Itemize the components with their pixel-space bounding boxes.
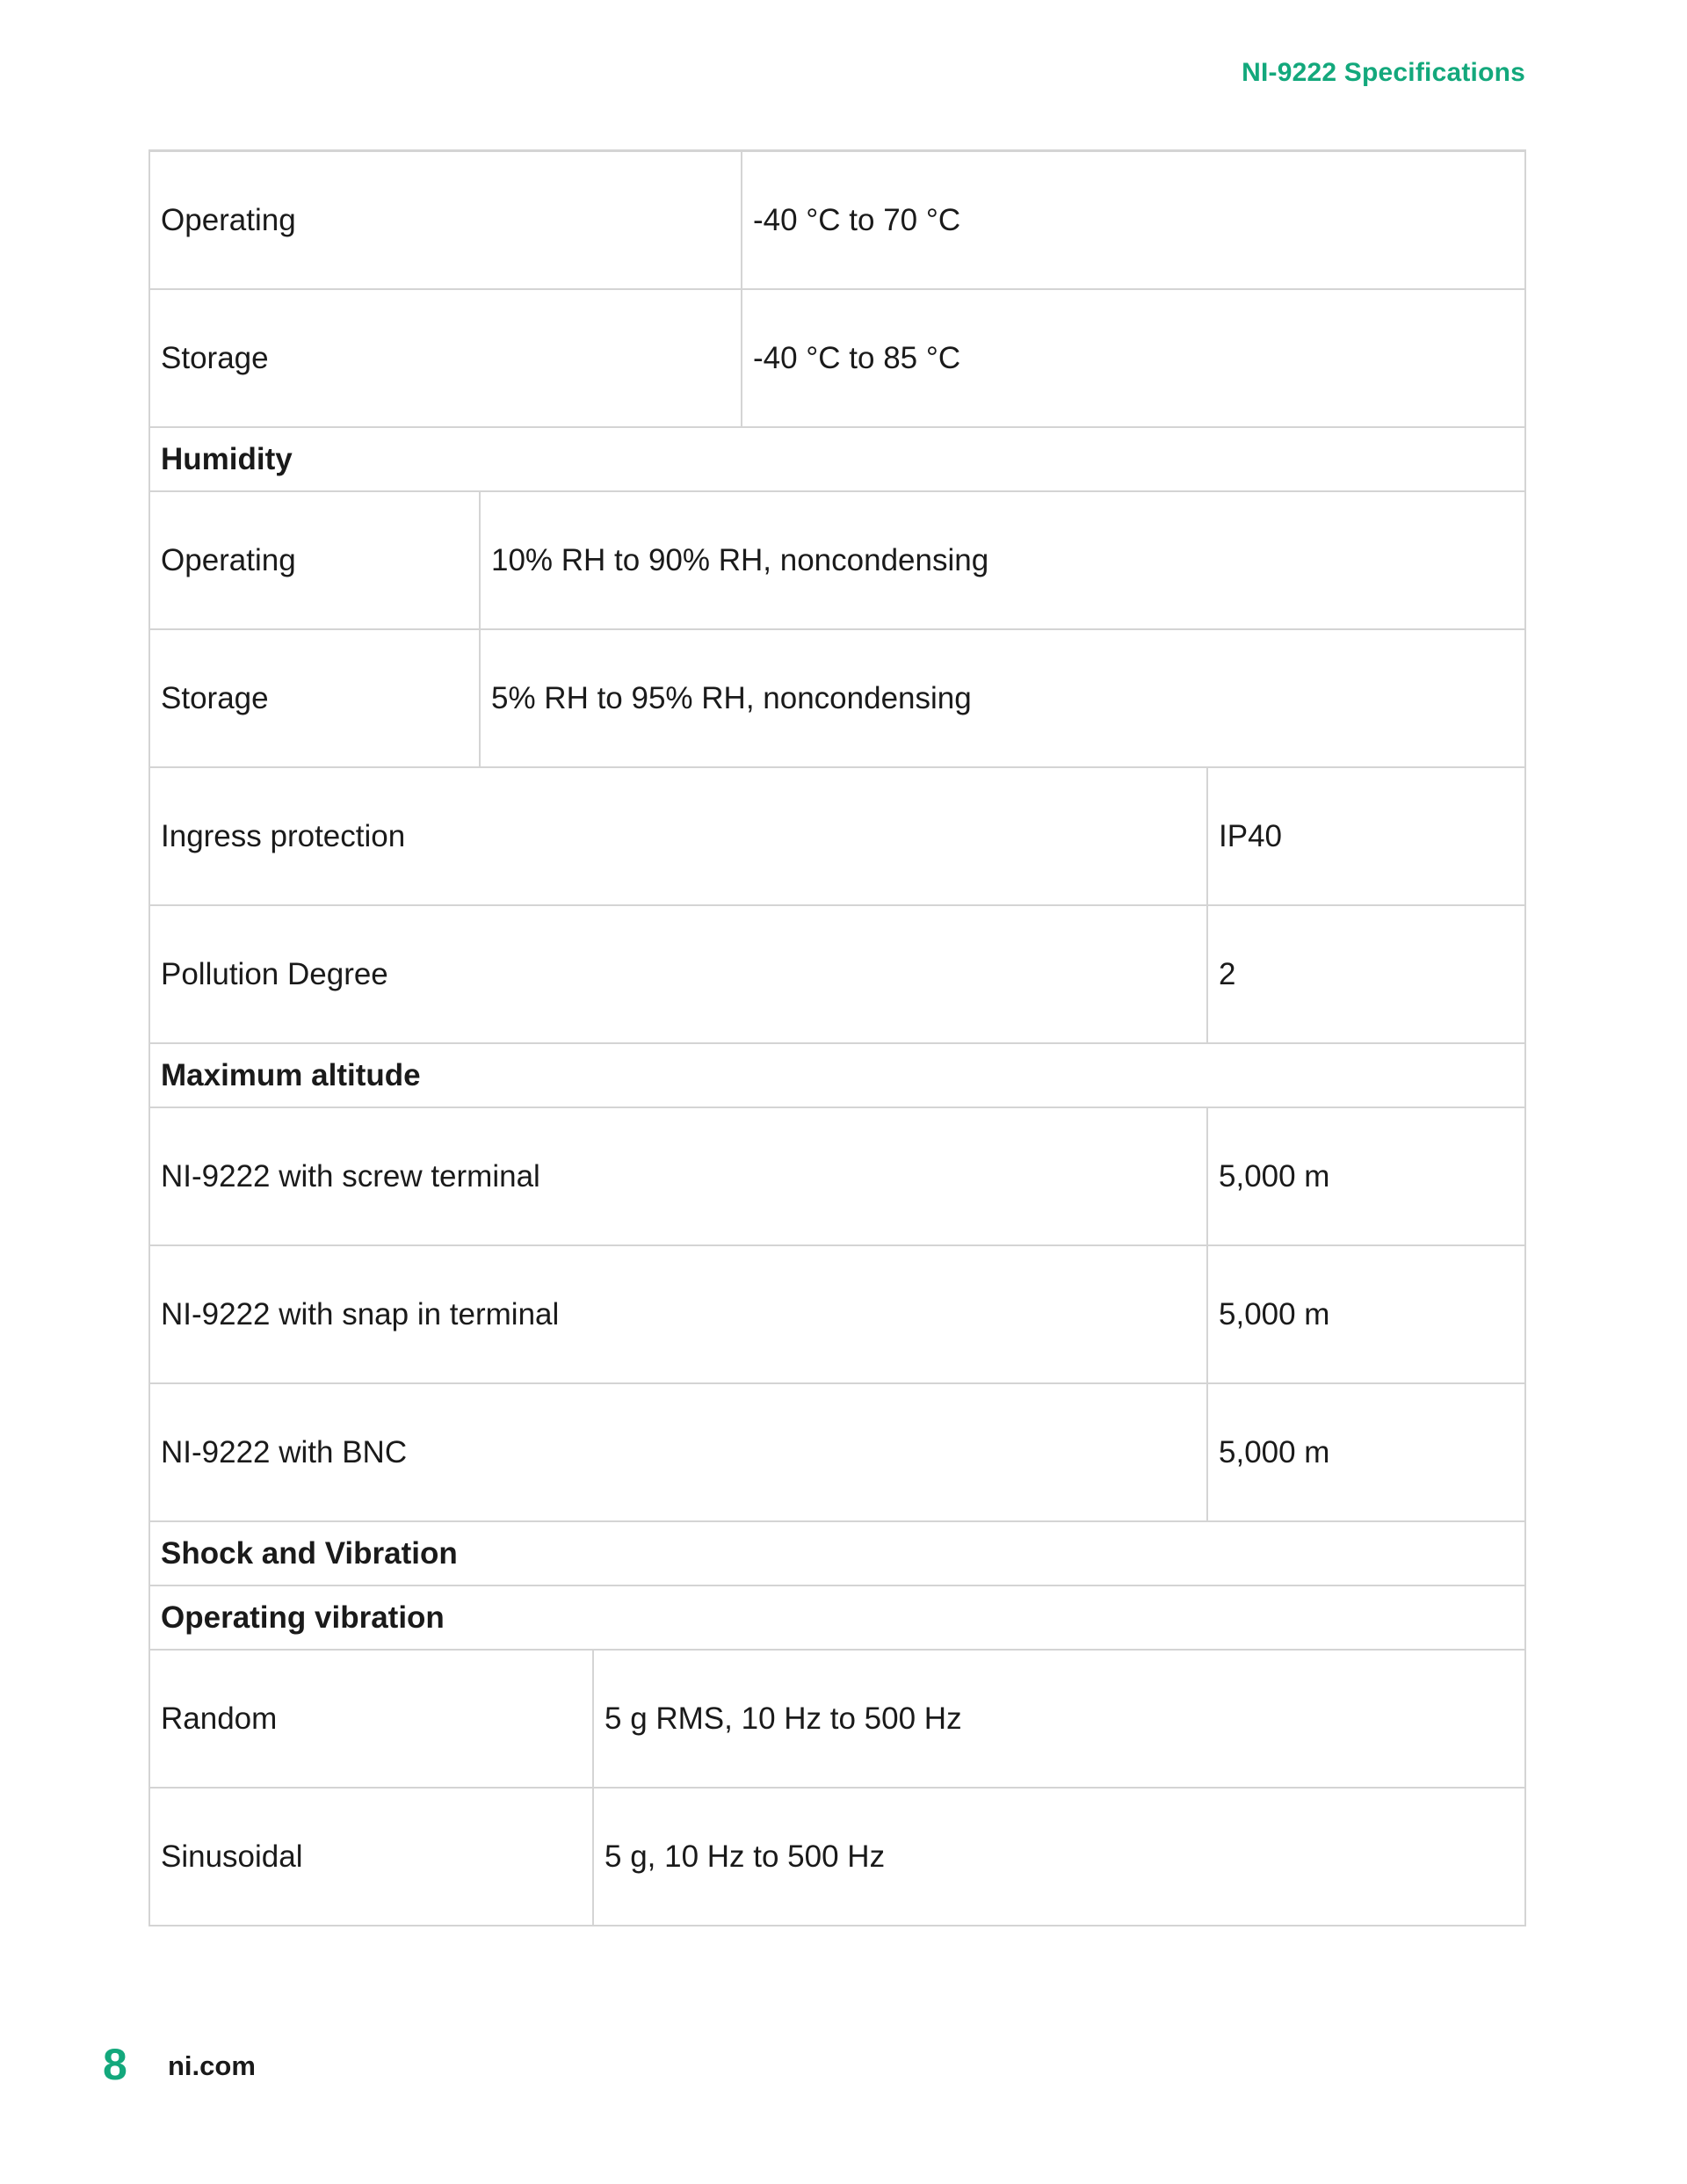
row-label: Random [150, 1651, 594, 1787]
row-value: 5 g, 10 Hz to 500 Hz [605, 1839, 886, 1874]
table-row-pollution-degree [150, 906, 1524, 1044]
section-subheading: Operating vibration [161, 1600, 445, 1635]
row-value: 5% RH to 95% RH, noncondensing [491, 680, 972, 715]
row-label: Storage [150, 290, 742, 426]
row-label: Operating [150, 152, 742, 288]
table-row-humidity-storage [150, 630, 1524, 768]
table-row-altitude-snap-terminal [150, 1246, 1524, 1384]
section-heading: Shock and Vibration [161, 1535, 458, 1571]
row-label: Ingress protection [150, 768, 1208, 904]
row-value: 5,000 m [1219, 1296, 1330, 1331]
row-value: 5,000 m [1219, 1434, 1330, 1469]
row-label: Operating [150, 492, 481, 628]
table-row-temperature-operating [150, 152, 1524, 290]
row-value: 5 g RMS, 10 Hz to 500 Hz [605, 1701, 962, 1736]
table-row-altitude-bnc [150, 1384, 1524, 1522]
row-label: NI-9222 with snap in terminal [150, 1246, 1208, 1382]
row-label: Sinusoidal [150, 1789, 594, 1925]
footer-page-number: 8 [103, 2040, 127, 2089]
row-label: NI-9222 with BNC [150, 1384, 1208, 1520]
section-heading-maximum-altitude [150, 1044, 1524, 1108]
row-value: 5,000 m [1219, 1158, 1330, 1194]
section-heading-shock-vibration [150, 1522, 1524, 1586]
section-heading: Maximum altitude [161, 1057, 421, 1092]
table-row-ingress-protection [150, 768, 1524, 906]
section-subheading-operating-vibration [150, 1586, 1524, 1651]
row-value: IP40 [1219, 818, 1282, 853]
footer-site-link[interactable]: ni.com [168, 2050, 256, 2081]
table-row-vibration-sinusoidal [150, 1789, 1524, 1926]
row-label: Storage [150, 630, 481, 766]
row-value: -40 °C to 85 °C [753, 340, 961, 375]
row-value: -40 °C to 70 °C [753, 202, 961, 237]
section-heading-humidity [150, 428, 1524, 492]
table-row-altitude-screw-terminal [150, 1108, 1524, 1246]
table-row-vibration-random [150, 1651, 1524, 1789]
spec-table [148, 149, 1526, 1926]
row-value: 10% RH to 90% RH, noncondensing [491, 542, 989, 577]
table-row-humidity-operating [150, 492, 1524, 630]
table-row-temperature-storage [150, 290, 1524, 428]
page-header-title: NI-9222 Specifications [1242, 58, 1525, 87]
section-heading: Humidity [161, 441, 293, 476]
row-value: 2 [1219, 956, 1236, 991]
row-label: Pollution Degree [150, 906, 1208, 1042]
row-label: NI-9222 with screw terminal [150, 1108, 1208, 1244]
